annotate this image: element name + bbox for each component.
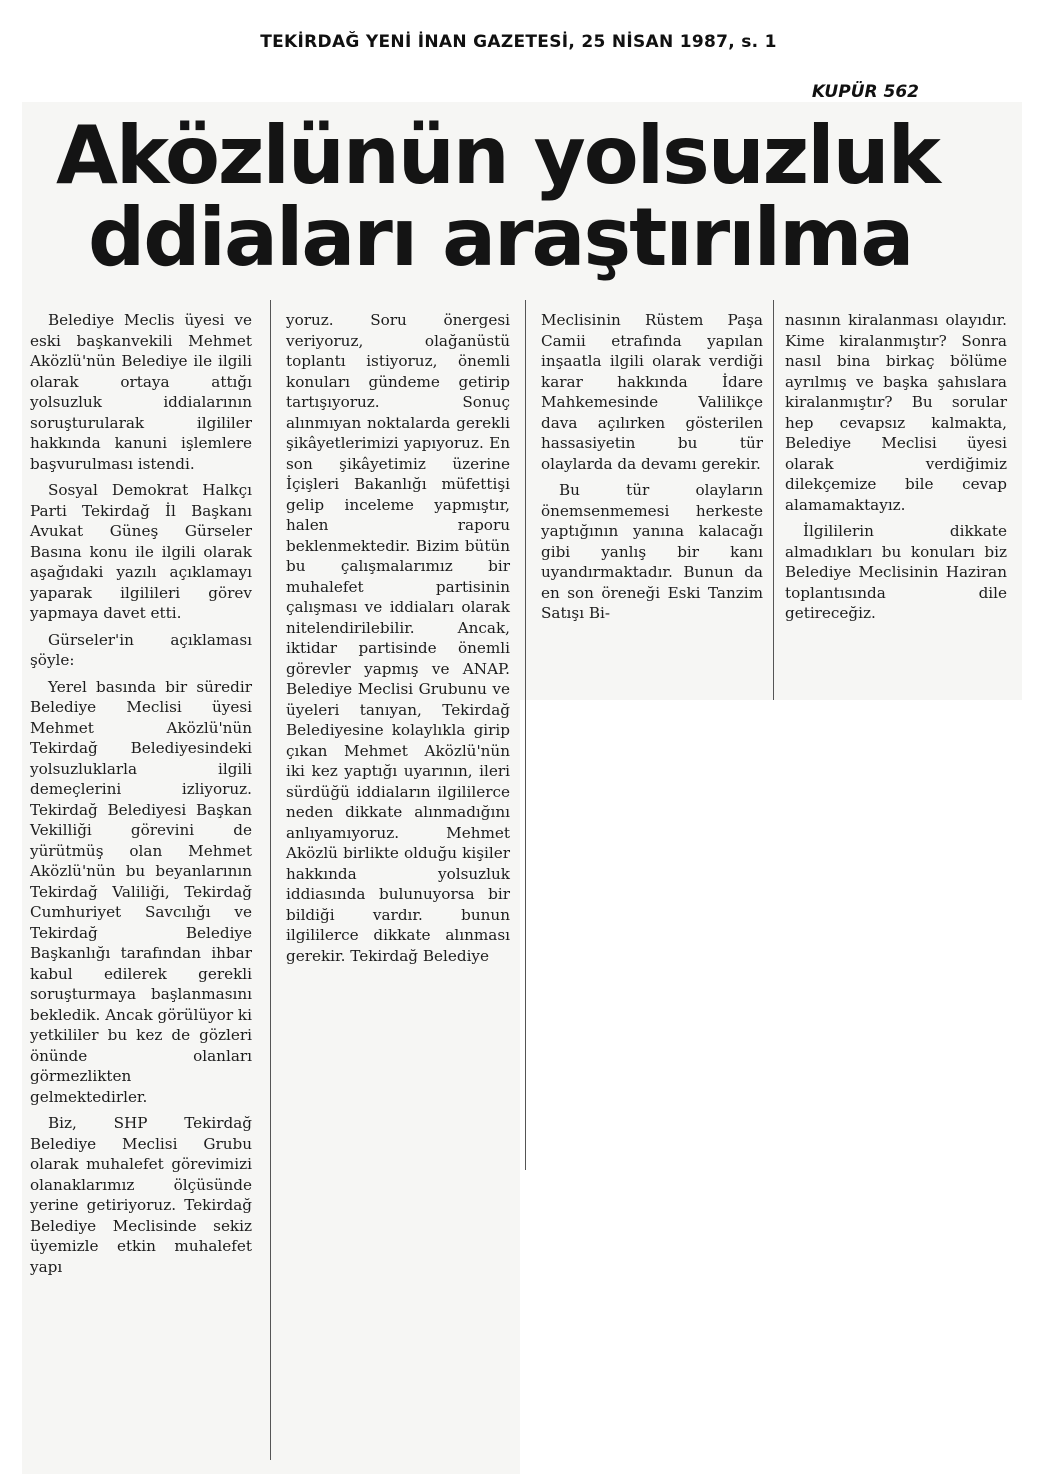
paragraph: Gürseler'in açıklaması şöyle: — [30, 630, 252, 669]
paragraph: İlgililerin dikkate almadıkları bu konuları biz Belediye Meclisinin Haziran toplantısında dile getireceğiz. — [785, 522, 1007, 622]
paragraph: nasının kiralanması olayıdır. Kime kiralanmıştır? Sonra nasıl bina birkaç bölüme ayrılmış ve başka şahıslara kiralanmıştır? Bu sorular hep cevapsız kalmakta, Belediye Meclisi üyesi olarak verdiğimiz dilekçemize bile cevap alamamaktayız. — [785, 311, 1007, 514]
article-column-1 — [30, 310, 252, 1283]
paragraph: Belediye Meclis üyesi ve eski başkanvekili Mehmet Aközlü'nün Belediye ile ilgili olarak ortaya attığı yolsuzluk iddialarının soruşturularak ilgililer hakkında kanuni işlemlere başvurulması istendi. — [30, 311, 252, 473]
source-citation: TEKİRDAĞ YENİ İNAN GAZETESİ, 25 NİSAN 1987, s. 1 — [260, 32, 777, 52]
headline — [30, 109, 1020, 284]
paragraph: Biz, SHP Tekirdağ Belediye Meclisi Grubu olarak muhalefet görevimizi olanaklarımız ölçüsünde yerine getiriyoruz. Tekirdağ Belediye Meclisinde sekiz üyemizle etkin muhalefet yapı — [30, 1114, 252, 1276]
paragraph: Sosyal Demokrat Halkçı Parti Tekirdağ İl Başkanı Avukat Güneş Gürseler Basına konu ile ilgili olarak aşağıdaki yazılı açıklamayı yaparak ilgilileri görev yapmaya davet etti. — [30, 481, 252, 622]
column-rule — [525, 300, 526, 1170]
paragraph: Meclisinin Rüstem Paşa Camii etrafında yapılan inşaatla ilgili olarak verdiği karar hakkında İdare Mahkemesinde Valilikçe dava açılırken gösterilen hassasiyetin bu tür olaylarda da devamı gerekir. — [541, 311, 763, 473]
clipping-cutout-area — [520, 700, 1022, 1474]
headline-line-2: ddiaları araştırılma — [88, 191, 913, 284]
article-column-2 — [286, 310, 510, 972]
paragraph: Bu tür olayların önemsenmemesi herkeste yaptığının yanına kalacağı gibi yanlış bir kanı uyandırmaktadır. Bunun da en son öreneği Eski Tanzim Satışı Bi- — [541, 481, 763, 622]
paragraph: Yerel basında bir süredir Belediye Meclisi üyesi Mehmet Aközlü'nün Tekirdağ Belediyesindeki yolsuzluklarla ilgili demeçlerini izliyoruz. Tekirdağ Belediyesi Başkan Vekilliği görevini de yürütmüş olan Mehmet Aközlü'nün bu beyanlarının Tekirdağ Valiliği, Tekirdağ Cumhuriyet Savcılığı ve Tekirdağ Belediye Başkanlığı tarafından ihbar kabul edilerek gerekli soruşturmaya başlanmasını bekledik. Ancak görülüyor ki yetkililer bu kez de gözleri önünde olanları görmezlikten gelmektedirler. — [30, 677, 252, 1106]
headline-line-1: Aközlünün yolsuzluk — [56, 109, 939, 202]
column-rule — [773, 300, 774, 700]
column-rule — [270, 300, 271, 1460]
clipping-number: KUPÜR 562 — [811, 82, 919, 102]
paragraph: yoruz. Soru önergesi veriyoruz, olağanüstü toplantı istiyoruz, önemli konuları gündeme getirip tartışıyoruz. Sonuç alınmıyan noktalarda gerekli şikâyetlerimizi yapıyoruz. En son şikâyetimiz üzerine İçişleri Bakanlığı müfettişi gelip inceleme yapmıştır, halen raporu beklenmektedir. Bizim bütün bu çalışmalarımız bir muhalefet partisinin çalışması ve iddiaları olarak nitelendirilebilir. Ancak, iktidar partisinde önemli görevler yapmış ve ANAP. Belediye Meclisi Grubunu ve üyeleri tanıyan, Tekirdağ Belediyesine kolaylıkla girip çıkan Mehmet Aközlü'nün iki kez yaptığı uyarının, ileri sürdüğü iddiaların ilgililerce neden dikkate alınmadığını anlıyamıyoruz. Mehmet Aközlü birlikte olduğu kişiler hakkında yolsuzluk iddiasında bulunuyorsa bir bildiği vardır. bunun ilgililerce dikkate alınması gerekir. Tekirdağ Belediye — [286, 311, 510, 965]
article-column-4 — [785, 310, 1007, 630]
article-column-3 — [541, 310, 763, 630]
